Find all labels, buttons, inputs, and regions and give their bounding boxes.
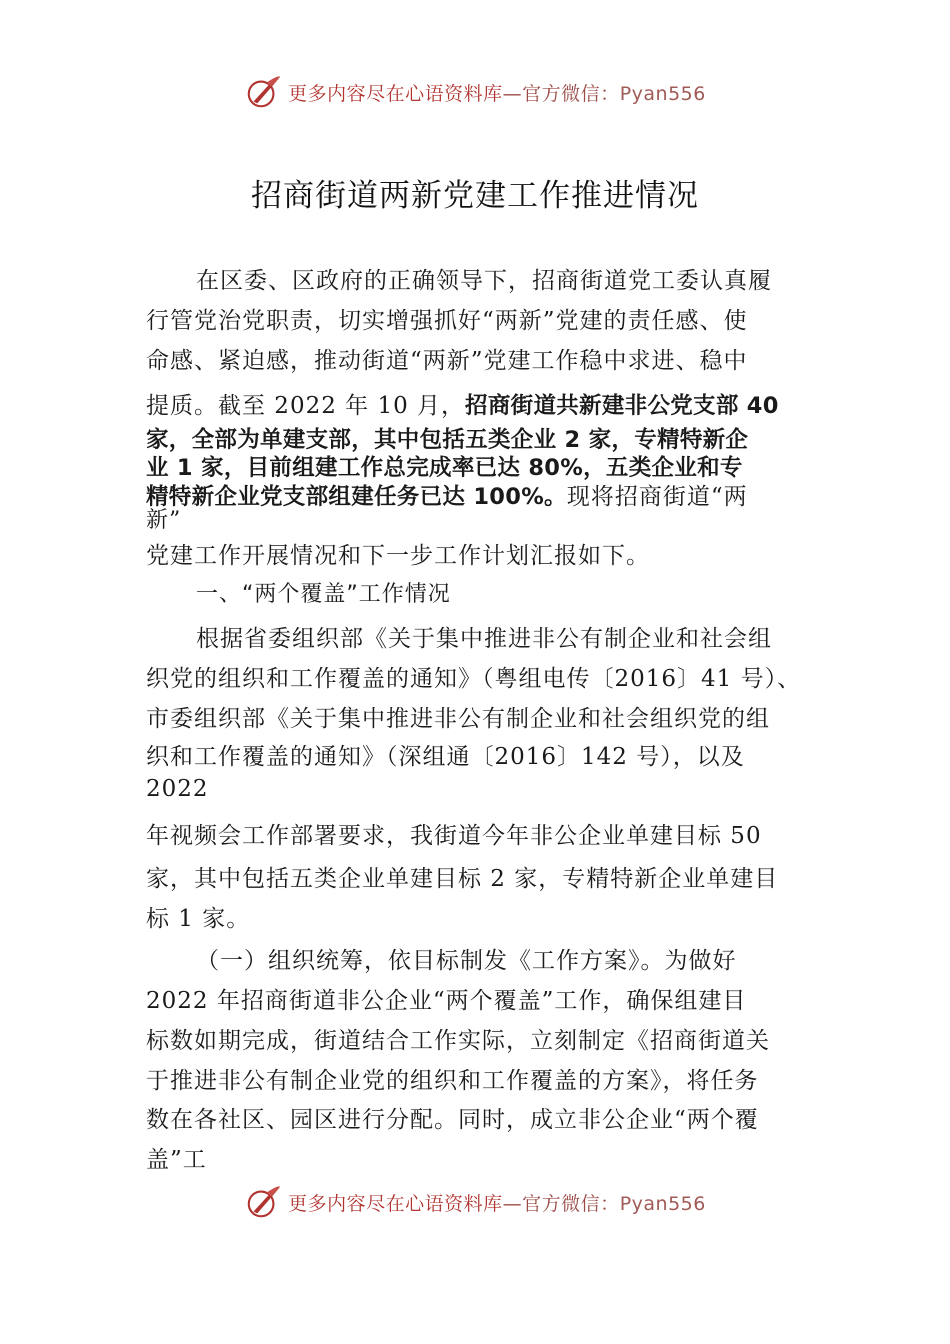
- paragraph-line: （一）组织统筹，依目标制发《工作方案》。为做好: [196, 948, 737, 974]
- highlight-line: 精特新企业党支部组建任务已达 100%。现将招商街道“两: [146, 484, 748, 510]
- paragraph-line: 数在各社区、园区进行分配。同时，成立非公企业“两个覆: [146, 1107, 759, 1133]
- paragraph-line: 于推进非公有制企业党的组织和工作覆盖的方案》，将任务: [146, 1068, 759, 1094]
- paragraph-line: 2022 年招商街道非公企业“两个覆盖”工作，确保组建目: [146, 988, 747, 1014]
- watermark-text: 更多内容尽在心语资料库—官方微信：Pyan556: [288, 82, 706, 105]
- footer-watermark: [0, 1180, 950, 1224]
- paragraph-line: 提质。截至 2022 年 10 月，招商街道共新建非公党支部 40: [146, 393, 779, 419]
- section-heading: 一、“两个覆盖”工作情况: [196, 582, 451, 607]
- paragraph-line: 家，其中包括五类企业单建目标 2 家，专精特新企业单建目: [146, 866, 779, 892]
- highlight-line: 业 1 家，目前组建工作总完成率已达 80%，五类企业和专: [146, 455, 743, 481]
- quill-logo-icon: [244, 73, 282, 111]
- paragraph-line: 在区委、区政府的正确领导下，招商街道党工委认真履: [196, 268, 772, 294]
- paragraph-line: 党建工作开展情况和下一步工作计划汇报如下。: [146, 543, 650, 569]
- paragraph-line: 命感、紧迫感，推动街道“两新”党建工作稳中求进、稳中: [146, 348, 748, 374]
- paragraph-line: 市委组织部《关于集中推进非公有制企业和社会组织党的组: [146, 706, 770, 732]
- paragraph-line: 标 1 家。: [146, 906, 251, 932]
- paragraph-line: 年视频会工作部署要求，我街道今年非公企业单建目标 50: [146, 823, 762, 849]
- paragraph-line: 标数如期完成，街道结合工作实际，立刻制定《招商街道关: [146, 1028, 770, 1054]
- paragraph-line: 根据省委组织部《关于集中推进非公有制企业和社会组: [196, 626, 772, 652]
- watermark-text: 更多内容尽在心语资料库—官方微信：Pyan556: [288, 1192, 706, 1215]
- paragraph-line: 织党的组织和工作覆盖的通知》（粤组电传〔2016〕41 号）、: [146, 666, 802, 692]
- paragraph-line: 2022: [146, 776, 209, 802]
- paragraph-line: 织和工作覆盖的通知》（深组通〔2016〕142 号），以及: [146, 744, 745, 770]
- highlight-text: 招商街道共新建非公党支部 40: [465, 393, 779, 419]
- paragraph-line: 行管党治党职责，切实增强抓好“两新”党建的责任感、使: [146, 308, 748, 334]
- highlight-line: 家，全部为单建支部，其中包括五类企业 2 家，专精特新企: [146, 427, 749, 453]
- header-watermark: [0, 70, 950, 114]
- document-title: 招商街道两新党建工作推进情况: [251, 178, 699, 214]
- quill-logo-icon: [244, 1183, 282, 1221]
- paragraph-line: 新”: [146, 508, 182, 533]
- paragraph-line: 盖”工: [146, 1147, 207, 1173]
